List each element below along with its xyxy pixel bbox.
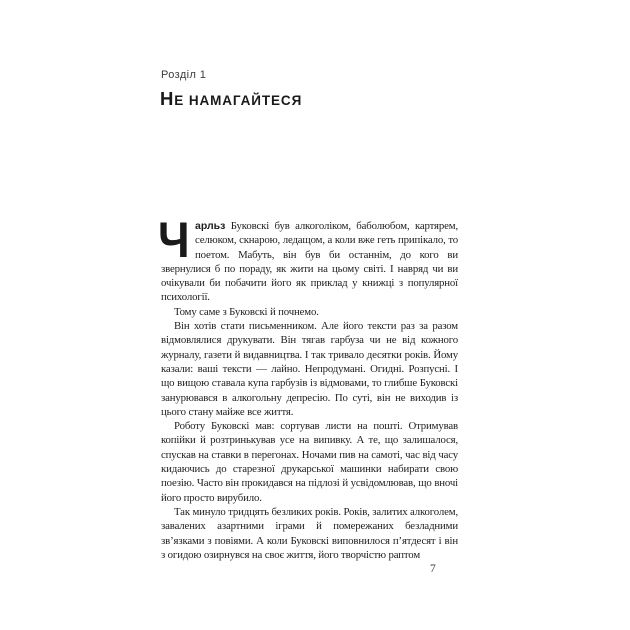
page-number: 7 <box>430 563 436 575</box>
paragraph: Так минуло тридцять безликих років. Років, залитих алкоголем, завалених азартними іграми й помережаних безладними зв’язками з повіями. А коли Буковскі виповнилося п’ятдесят і він з огидою озирнувся на своє життя, його творчістю раптом <box>161 505 458 561</box>
paragraph: Чарльз Буковскі був алкоголіком, баболюбом, картярем, селюком, скнарою, ледащом, а коли вже геть припікало, то поетом. Мабуть, він був би останнім, до кого ви звернулися б по пораду, як жити на цьому світі. І навряд чи ви очікували би побачити його як приклад у книжці з популярної психології. <box>158 212 458 304</box>
paragraph: Тому саме з Буковскі й почнемо. <box>174 305 319 318</box>
paragraph: Роботу Буковскі мав: сортував листи на пошті. Отримував копійки й розтринькував усе на випивку. А те, що залишалося, спускав на ставки в перегонах. Ночами пив на самоті, час від часу кидаючись до старезної друкарської машинки набирати свою поезію. Часто він прокидався на підлозі й усвідомлював, що вночі його просто вирубило. <box>161 420 458 504</box>
lead-word: арльз <box>195 220 226 232</box>
paragraph: Він хотів стати письменником. Але його тексти раз за разом відмовлялися друкувати. Він тягав гарбуза чи не від кожного журналу, газети й видавництва. І так тривало десятки років. Йому казали: ваші тексти — лайно. Непродумані. Огидні. Розпусні. І що вищою ставала купа гарбузів із відмовами, то глибше Буковскі занурювався в алкогольну депресію. По суті, він не виходив із цього стану майже все життя. <box>161 320 458 418</box>
chapter-label: Розділ 1 <box>161 69 207 81</box>
body-text <box>158 212 458 562</box>
chapter-title: НЕ НАМАГАЙТЕСЯ <box>160 88 303 109</box>
dropcap-letter: Ч <box>158 212 190 268</box>
